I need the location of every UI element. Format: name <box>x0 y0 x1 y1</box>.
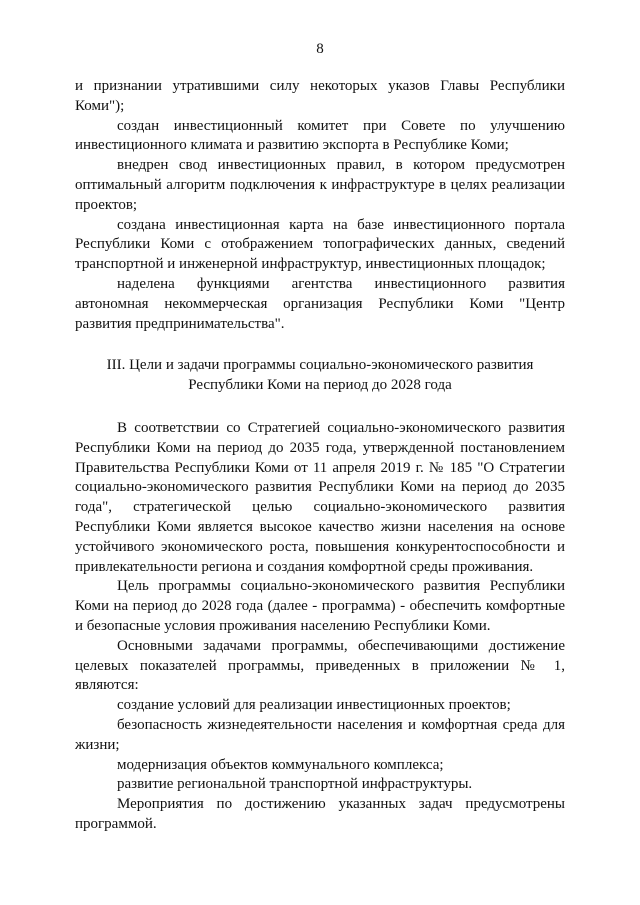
paragraph: Мероприятия по достижению указанных задач предусмотрены программой. <box>75 796 565 832</box>
paragraph: Основными задачами программы, обеспечивающими достижение целевых показателей программы, приведенных в приложении № 1, являются: <box>75 637 565 694</box>
list-item: модернизация объектов коммунального комплекса; <box>117 756 444 773</box>
document-body <box>75 77 565 835</box>
list-item: развитие региональной транспортной инфраструктуры. <box>117 776 473 793</box>
page-number: 8 <box>316 41 324 57</box>
paragraph: и признании утратившими силу некоторых указов Главы Республики Коми"); <box>75 78 565 114</box>
paragraph: создана инвестиционная карта на базе инвестиционного портала Республики Коми с отображением топографических данных, сведений транспортной и инженерной инфраструктур, инвестиционных площадок; <box>75 216 565 273</box>
list-item: создание условий для реализации инвестиционных проектов; <box>117 697 511 714</box>
paragraph: внедрен свод инвестиционных правил, в котором предусмотрен оптимальный алгоритм подключения к инфраструктуре в целях реализации проектов; <box>75 157 565 213</box>
paragraph: Цель программы социально-экономического развития Республики Коми на период до 2028 года (далее - программа) - обеспечить комфортные и безопасные условия проживания населению Республики Коми. <box>75 578 565 634</box>
paragraph: В соответствии со Стратегией социально-экономического развития Республики Коми на период до 2035 года, утвержденной постановлением Правительства Республики Коми от 11 апреля 2019 г. № 185 "О Стратегии социально-экономического развития Республики Коми на период до 2035 года", стратегической целью социально-экономического развития Республики Коми является высокое качество жизни населения на основе устойчивого экономического роста, повышения конкурентоспособности и привлекательности региона и создания комфортной среды проживания. <box>75 419 565 575</box>
paragraph: создан инвестиционный комитет при Совете по улучшению инвестиционного климата и развитию экспорта в Республике Коми; <box>75 117 565 154</box>
section-heading-line-2: Республики Коми на период до 2028 года <box>188 377 452 394</box>
section-heading <box>75 356 565 396</box>
paragraph: наделена функциями агентства инвестиционного развития автономная некоммерческая организация Республики Коми "Центр развития предпринимательства". <box>75 275 565 332</box>
list-item: безопасность жизнедеятельности населения и комфортная среда для жизни; <box>75 716 565 753</box>
section-heading-line-1: III. Цели и задачи программы социально-экономического развития <box>106 357 534 374</box>
